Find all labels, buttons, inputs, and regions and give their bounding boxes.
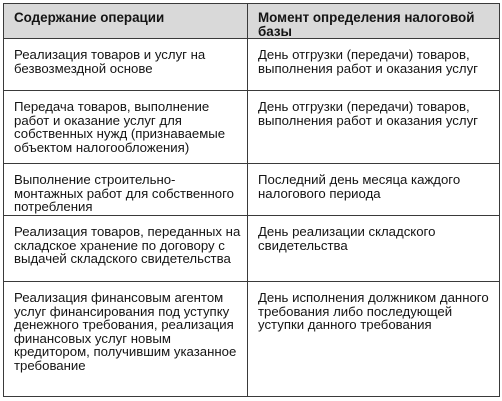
moment-cell: День реализации складского свидетельства bbox=[248, 216, 500, 282]
operation-cell: Реализация финансовым агентом услуг финансирования под уступку денежного требования, реализация финансовых услуг новым кредитором, получившим указанное требование bbox=[4, 282, 248, 397]
header-row bbox=[4, 4, 500, 39]
moment-cell: Последний день месяца каждого налогового периода bbox=[248, 164, 500, 216]
moment-cell: День отгрузки (передачи) товаров, выполнения работ и оказания услуг bbox=[248, 91, 500, 164]
header-moment: Момент определения налоговой базы bbox=[248, 4, 500, 39]
moment-cell: День отгрузки (передачи) товаров, выполнения работ и оказания услуг bbox=[248, 39, 500, 91]
table-row bbox=[4, 282, 500, 397]
operation-cell: Реализация товаров и услуг на безвозмездной основе bbox=[4, 39, 248, 91]
table-row bbox=[4, 91, 500, 164]
table-row bbox=[4, 216, 500, 282]
tax-base-table bbox=[3, 3, 500, 397]
operation-cell: Передача товаров, выполнение работ и оказание услуг для собственных нужд (признаваемые объектом налогообложения) bbox=[4, 91, 248, 164]
operation-cell: Реализация товаров, переданных на складское хранение по договору с выдачей складского свидетельства bbox=[4, 216, 248, 282]
moment-cell: День исполнения должником данного требования либо последующей уступки данного требования bbox=[248, 282, 500, 397]
header-operation: Содержание операции bbox=[4, 4, 248, 39]
operation-cell: Выполнение строительно-монтажных работ для собственного потребления bbox=[4, 164, 248, 216]
table-row bbox=[4, 164, 500, 216]
table-row bbox=[4, 39, 500, 91]
